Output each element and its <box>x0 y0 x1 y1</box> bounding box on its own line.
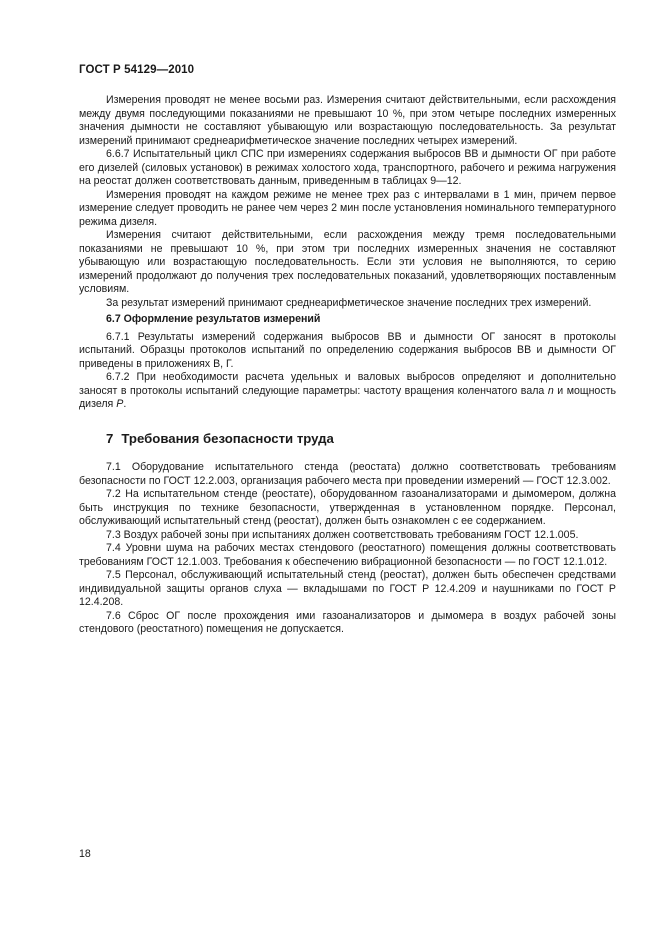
paragraph: 7.5 Персонал, обслуживающий испытательный стенд (реостат), должен быть обеспечен средствами индивидуальной защиты органов слуха — вкладышами по ГОСТ Р 12.4.209 и наушниками по ГОСТ Р 12.4.208. <box>79 569 616 608</box>
paragraph: 7.6 Сброс ОГ после прохождения ими газоанализаторов и дымомера в воздух рабочей зоны стендового (реостатного) помещения не допускается. <box>79 609 616 635</box>
paragraph: 7.3 Воздух рабочей зоны при испытаниях должен соответствовать требованиям ГОСТ 12.1.005. <box>106 528 579 541</box>
document-header: ГОСТ Р 54129—2010 <box>79 64 195 76</box>
paragraph <box>79 371 616 412</box>
paragraph: За результат измерений принимают среднеарифметическое значение последних трех измерений. <box>106 296 592 309</box>
paragraph: 7.4 Уровни шума на рабочих местах стендового (реостатного) помещения должны соответствовать требованиям ГОСТ 12.1.003. Требования к обеспечению вибрационной безопасности — по ГОСТ 12.1.012. <box>79 542 616 568</box>
document-body <box>79 94 616 637</box>
section-number: 7 <box>106 430 114 446</box>
variable-p: P <box>116 398 124 410</box>
paragraph-text: . <box>123 398 127 410</box>
section-title: Требования безопасности труда <box>121 430 334 446</box>
section-heading <box>79 432 616 446</box>
paragraph-text: 6.7.2 При необходимости расчета удельных и валовых выбросов определяют и дополнительно заносят в протоколы испытаний следующие параметры: частоту вращения коленчатого вала <box>79 371 616 397</box>
paragraph: 7.1 Оборудование испытательного стенда (реостата) должно соответствовать требованиям безопасности по ГОСТ 12.2.003, организация рабочего места при проведении измерений — ГОСТ 12.3.002. <box>79 461 616 487</box>
paragraph: 7.2 На испытательном стенде (реостате), оборудованном газоанализаторами и дымомером, должна быть инструкция по технике безопасности, утвержденная в установленном порядке. Персонал, обслуживающий испытательный стенд (реостат), должен быть ознакомлен с ее содержанием. <box>79 488 616 527</box>
paragraph: Измерения проводят не менее восьми раз. Измерения считают действительными, если расхождения между двумя последующими показаниями не превышают 10 %, при этом четыре последних измеренных значения дымности не составляют убывающую или возрастающую последовательность. За результат измерений принимают среднеарифметическое значение последних четырех измерений. <box>79 94 616 147</box>
variable-n: n <box>547 384 554 397</box>
paragraph: Измерения считают действительными, если расхождения между тремя последовательными показаниями не превышают 10 %, при этом три последних измеренных значения не составляют убывающую или возрастающую последовательность. Если эти условия не выполняются, то серию измерений продолжают до получения трех последовательных показаний, удовлетворяющих поставленным условиям. <box>79 229 616 295</box>
paragraph: 6.6.7 Испытательный цикл СПС при измерениях содержания выбросов ВВ и дымности ОГ при работе его дизелей (силовых установок) в режимах холостого хода, транспортного, рабочего и режима нагружения на реостат должен соответствовать данным, приведенным в таблицах 9—12. <box>79 148 616 187</box>
page-number: 18 <box>79 848 91 860</box>
paragraph-text: и мощность дизеля <box>79 384 616 410</box>
subsection-heading: 6.7 Оформление результатов измерений <box>106 313 321 325</box>
paragraph: Измерения проводят на каждом режиме не менее трех раз с интервалами в 1 мин, причем первое измерение следует проводить не ранее чем через 2 мин после установления номинального температурного режима дизеля. <box>79 188 616 228</box>
paragraph: 6.7.1 Результаты измерений содержания выбросов ВВ и дымности ОГ заносят в протоколы испытаний. Образцы протоколов испытаний по определению содержания выбросов ВВ и дымности ОГ приведены в приложениях В, Г. <box>79 330 616 370</box>
